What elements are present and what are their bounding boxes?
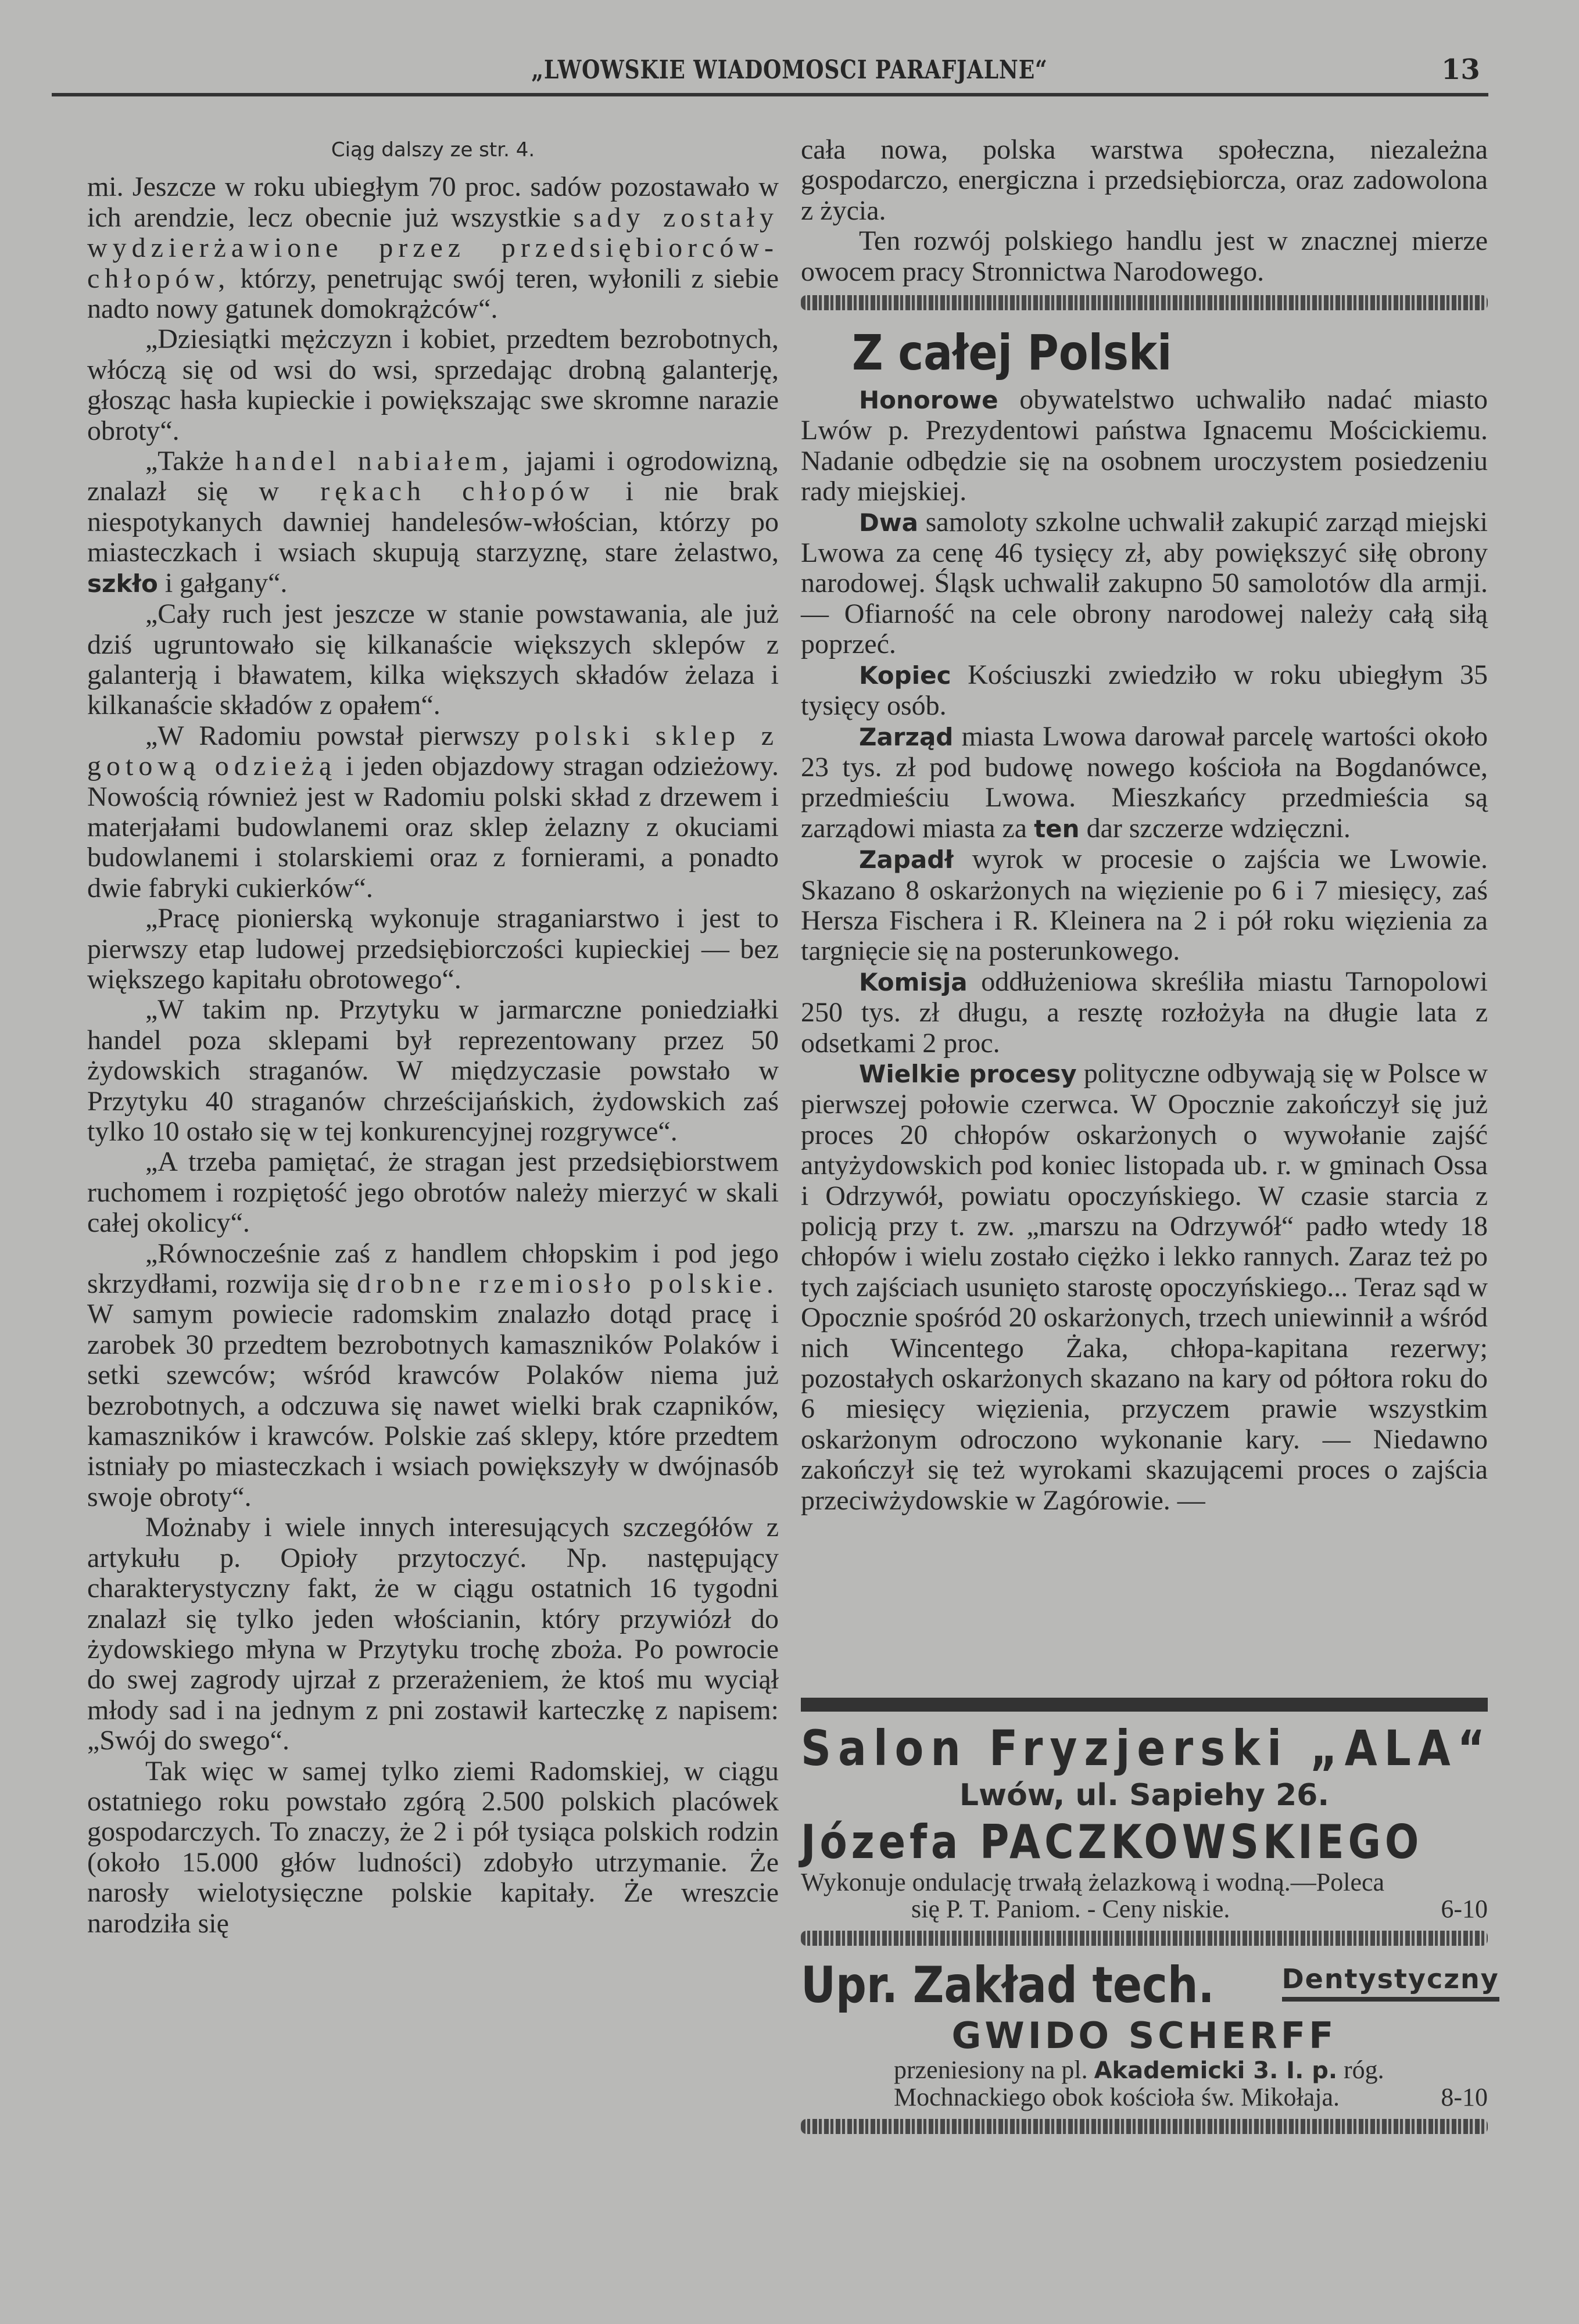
text-run: Tak więc w samej tylko ziemi Radomskiej, w ciągu ostatniego roku powstało zgórą 2.500 polskich placówek gospodarczych. To znaczy, że 2 i pół tysiąca polskich rodzin (około 15.000 głów ludności) zdobyło utrzymanie. Że narosły wielotysięczne polskie kapitały. Że wreszcie narodziła się [87, 1755, 779, 1939]
paragraph [87, 599, 779, 721]
dentist-subtitle: Dentystyczny [1282, 1963, 1499, 2002]
text-run: „A trzeba pamiętać, że stragan jest przedsiębiorstwem ruchomem i rozpiętość jego obrotów należy mierzyć w skali całej okolicy“. [87, 1146, 779, 1239]
paragraph [801, 135, 1488, 226]
text-run: cała nowa, polska warstwa społeczna, niezależna gospodarczo, energiczna i przedsiębiorcza, oraz zadowolona z życia. [801, 134, 1488, 226]
paragraph [87, 903, 779, 995]
text-run: „Dziesiątki mężczyzn i kobiet, przedtem bezrobotnych, włóczą się od wsi do wsi, sprzedając drobną galanterję, głosząc hasła kupieckie i powiększając swe skromne narazie obroty“. [87, 324, 779, 446]
bold-lead: szkło [87, 569, 158, 598]
text-run: „W Radomiu powstał pierwszy [145, 720, 535, 751]
text-run: samoloty szkolne uchwalił zakupić zarząd miejski Lwowa za cenę 46 tysięcy zł, aby powiększyć siłę obrony narodowej. Śląsk uchwalił zakupno 50 samolotów dla armji. — Ofiarność na cele obrony narodowej należy całą siłą poprzeć. [801, 506, 1488, 660]
salon-address: Lwów, ul. Sapiehy 26. [959, 1778, 1330, 1813]
header-rule [52, 93, 1488, 96]
dentist-title: Upr. Zakład tech. [801, 1956, 1215, 2014]
ad-top-bar [801, 1698, 1488, 1712]
bold-lead: Dwa [859, 508, 919, 537]
text-run: wyrok w procesie o zajścia we Lwowie. Skazano 8 oskarżonych na więzienie po 6 i 7 miesięcy, zaś Hersza Fischera i R. Kleinera na 2 i pół roku więzienia za targnięcie się na posterunkowego. [801, 844, 1488, 967]
left-column [87, 135, 779, 1939]
news-item [801, 385, 1488, 507]
text-run: polityczne odbywają się w Polsce w pierwszej połowie czerwca. W Opocznie zakończył się już proces 20 chłopów oskarżonych o wywołanie zajść antyżydowskich pod koniec listopada ub. r. w gminach Ossa i Odrzywół, powiatu opoczyńskiego. W czasie starcia z policją przy t. zw. „marszu na Odrzywół“ padło wtedy 18 chłopów i wielu zostało ciężko i lekko rannych. Zaraz też po tych zajściach usunięto starostę opoczyńskiego... Teraz sąd w Opocznie spośród 20 oskarżonych, trzech uniewinnił a wśród nich Wincentego Żaka, chłopa-kapitana rezerwy; pozostałych oskarżonych skazano na kary od półtora roku do 6 miesięcy więzienia, przyczem prawie wszystkim oskarżonym odroczono wykonanie kary. — Niedawno zakończył się też wyrokami skazującemi proces o zajścia przeciwżydowskie w Zagórowie. — [801, 1057, 1488, 1516]
text-run: „Pracę pionierską wykonuje straganiarstwo i jest to pierwszy etap ludowej przedsiębiorczości kupieckiej — bez większego kapitału obrotowego“. [87, 903, 779, 995]
text-run: i nie brak niespotykanych dawniej handelesów-włościan, którzy po miasteczkach i wsiach skupują starzyznę, stare żelastwo, [87, 476, 779, 568]
bold-lead: Zapadł [859, 845, 954, 874]
text-run: Kościuszki zwiedziło w roku ubiegłym 35 tysięcy osób. [801, 659, 1488, 722]
text-run: obywatelstwo uchwaliło nadać miasto Lwów p. Prezydentowi państwa Ignacemu Mościckiemu. Nadanie odbędzie się na osobnem uroczystem posiedzeniu rady miejskiej. [801, 384, 1488, 507]
bold-lead: Wielkie procesy [859, 1059, 1077, 1088]
paragraph [87, 1239, 779, 1513]
paragraph [87, 324, 779, 446]
right-column [801, 135, 1488, 1516]
salon-name: Salon Fryzjerski „ALA“ [801, 1720, 1492, 1777]
text-run: jajami i ogrodowizną, znalazł się [87, 446, 779, 507]
text-run: W samym powiecie radomskim znalazło dotąd pracę i zarobek 30 przedtem bezrobotnych kamaszników Polaków i setki szewców; wśród krawców Polaków niema już bezrobotnych, a odczuwa się nawet wielki brak czapników, kamaszników i krawców. Polskie zaś sklepy, które przedtem istniały po miasteczkach i wsiach powiększyły w dwójnasób swoje obroty“. [87, 1299, 779, 1512]
dentist-name: GWIDO SCHERFF [951, 2014, 1337, 2057]
newspaper-header-title: „LWOWSKIE WIADOMOSCI PARAFJALNE“ [531, 55, 1048, 85]
paragraph [87, 721, 779, 903]
text-run: miasta Lwowa darował parcelę wartości około 23 tys. zł pod budowę nowego kościoła na Bogdanówce, przedmieściu Lwowa. Mieszkańcy przedmieścia są zarządowi miasta za [801, 720, 1488, 844]
bold-lead: Komisja [859, 967, 968, 996]
salon-owner: Józefa PACZKOWSKIEGO [801, 1815, 1423, 1869]
page-number: 13 [1441, 53, 1480, 86]
text-run: „W takim np. Przytyku w jarmarczne poniedziałki handel poza sklepami był reprezentowany przez 50 żydowskich straganów. W międzyczasie powstało w Przytyku 40 straganów chrześcijańskich, żydowskich zaś tylko 10 ostało się w tej konkurencyjnej rozgrywce“. [87, 994, 779, 1147]
advertisements [801, 1698, 1499, 2144]
paragraph [87, 1756, 779, 1939]
paragraph [801, 226, 1488, 287]
spaced-emphasis: sady zostały wydzierżawione przez przedsiębiorców-chłopów, [87, 202, 779, 294]
salon-line-2-text: się P. T. Paniom. - Ceny niskie. [911, 1895, 1230, 1923]
continuation-note: Ciąg dalszy ze str. 4. [331, 138, 535, 162]
news-item [801, 967, 1488, 1059]
salon-line-2 [801, 1896, 1488, 1923]
spaced-emphasis: w rękach chłopów [259, 476, 595, 507]
paragraph [87, 1147, 779, 1238]
text-run: Ten rozwój polskiego handlu jest w znacznej mierze owocem pracy Stronnictwa Narodowego. [801, 225, 1488, 287]
text-run: i gałgany“. [157, 567, 288, 598]
dentist-line-1c: róg. [1337, 2056, 1384, 2084]
article-ending [801, 135, 1488, 287]
paragraph [87, 446, 779, 599]
news-item [801, 1059, 1488, 1516]
news-item [801, 660, 1488, 722]
dentist-line-1a: przeniesiony na pl. [894, 2056, 1094, 2084]
text-run: „Cały ruch jest jeszcze w stanie powstawania, ale już dziś ugruntowało się kilkanaście większych sklepów z galanterją i bławatem, kilka większych składów żelaza i kilkanaście składów z opałem“. [87, 598, 779, 721]
ornamental-divider [801, 1931, 1488, 1946]
text-run: oddłużeniowa skreśliła miastu Tarnopolowi 250 tys. zł długu, a resztę rozłożyła na długie lata z odsetkami 2 proc. [801, 966, 1488, 1059]
article-body [87, 172, 779, 1939]
spaced-emphasis: polski sklep z gotową odzieżą [87, 720, 779, 782]
news-item [801, 722, 1488, 845]
spaced-emphasis: handel nabiałem, [235, 446, 514, 477]
paragraph [87, 995, 779, 1147]
dentist-title-row [801, 1956, 1499, 2014]
text-run: Możnaby i wiele innych interesujących szczegółów z artykułu p. Opioły przytoczyć. Np. następujący charakterystyczny fakt, że w ciągu ostatnich 16 tygodni znalazł się tylko jeden włościanin, który przywiózł do żydowskiego młyna w Przytyku trochę zboża. Po powrocie do swej zagrody ujrzał z przerażeniem, że ktoś mu wyciął młody sad i na jednym z pni zostawił karteczkę z napisem: „Swój do swego“. [87, 1512, 779, 1756]
bold-lead: ten [1034, 814, 1080, 843]
text-run: którzy, penetrując swój teren, wyłonili z siebie nadto nowy gatunek domokrążców“. [87, 263, 779, 325]
dentist-ad-code: 8-10 [1441, 2083, 1488, 2111]
dentist-address [801, 2057, 1488, 2111]
bold-lead: Honorowe [859, 386, 998, 415]
text-run: dar szczerze wdzięczni. [1079, 812, 1351, 844]
ornamental-divider [801, 2119, 1488, 2134]
text-run: „Równocześnie zaś z handlem chłopskim i pod jego skrzydłami, rozwija się [87, 1238, 779, 1300]
text-run: mi. Jeszcze w roku ubiegłym 70 proc. sadów pozostawało w ich arendzie, lecz obecnie już wszystkie [87, 171, 779, 233]
bold-lead: Kopiec [859, 661, 951, 690]
salon-line-1: Wykonuje ondulację trwałą żelazkową i wodną.—Poleca [801, 1868, 1385, 1896]
bold-lead: Zarząd [859, 722, 954, 751]
news-item [801, 844, 1488, 967]
dentist-line-1b: Akademicki 3. I. p. [1094, 2057, 1338, 2084]
paragraph [87, 1512, 779, 1756]
text-run: „Także [145, 446, 235, 477]
news-list [801, 385, 1488, 1516]
news-item [801, 507, 1488, 660]
spaced-emphasis: drobne rzemiosło polskie. [357, 1268, 779, 1300]
dentist-line-2: Mochnackiego obok kościoła św. Mikołaja. [894, 2083, 1340, 2111]
text-run: i jeden objazdowy stragan odzieżowy. Nowością również jest w Radomiu polski skład z drzewem i materjałami budowlanemi oraz sklep żelazny z okuciami budowlanemi i stolarskiemi oraz z fornierami, a ponadto dwie fabryki cukierków“. [87, 751, 779, 903]
paragraph [87, 172, 779, 324]
ornamental-divider [801, 295, 1488, 310]
salon-ad-code: 6-10 [1441, 1895, 1488, 1923]
section-title: Z całej Polski [852, 324, 1172, 382]
